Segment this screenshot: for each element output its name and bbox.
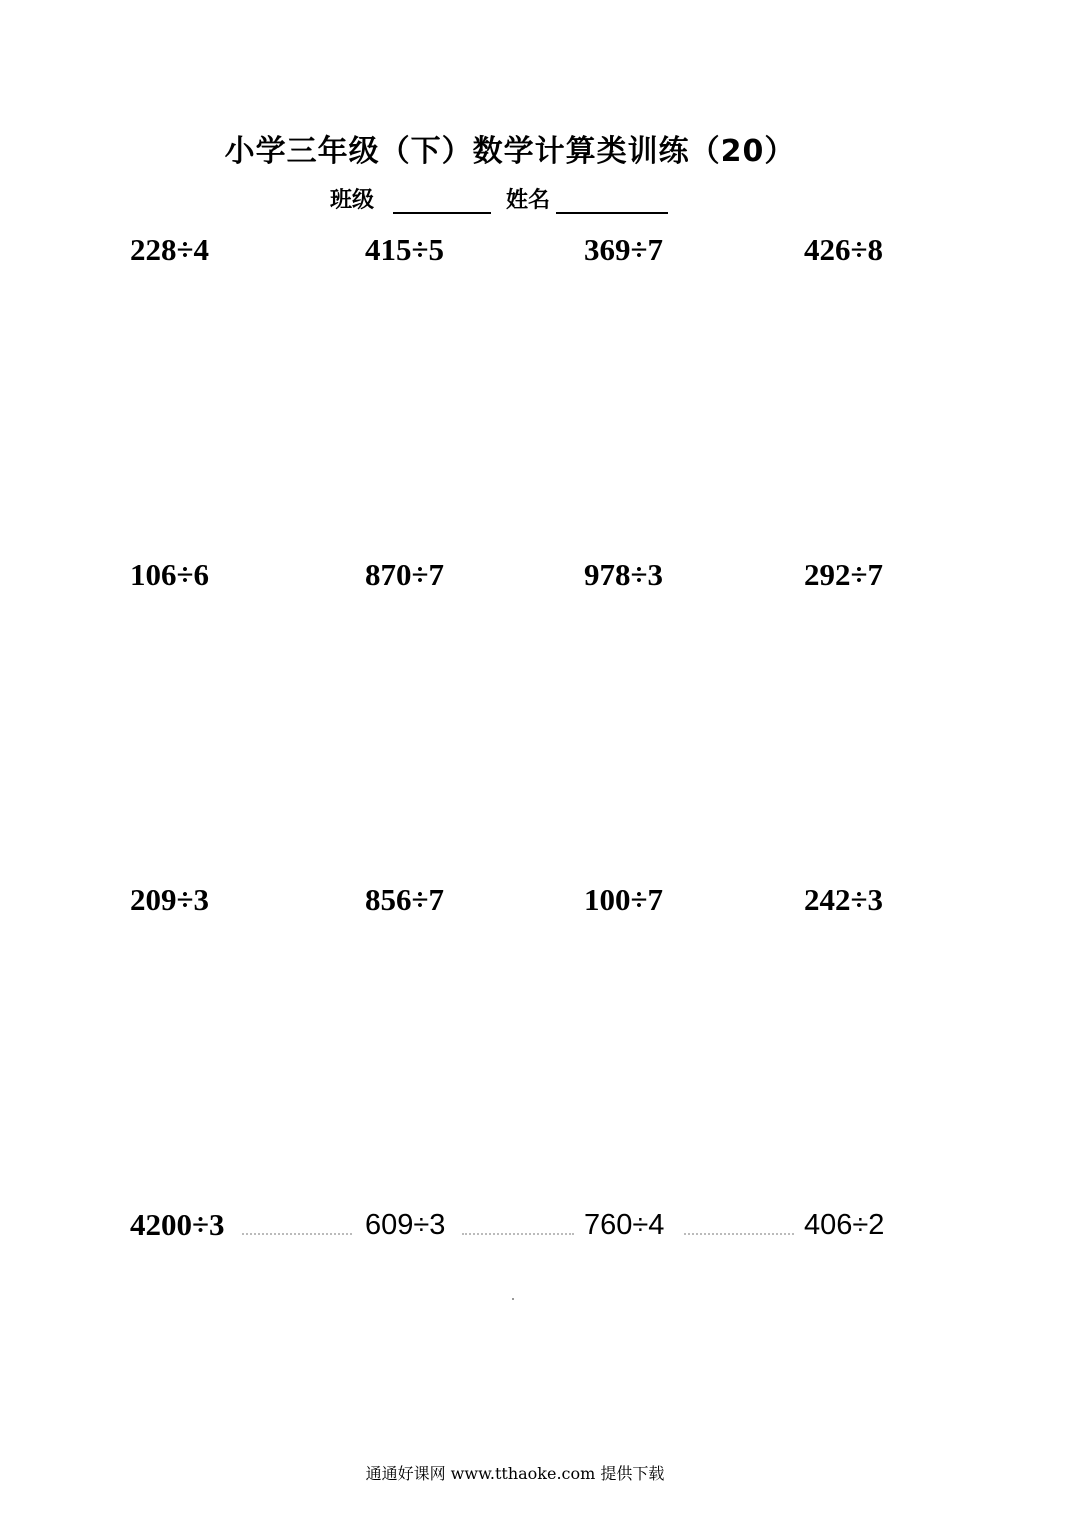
problem-2-1: 106÷6	[130, 557, 210, 592]
problem-3-1: 209÷3	[130, 882, 210, 917]
problem-4-4: 406÷2	[804, 1209, 885, 1241]
problem-2-2: 870÷7	[365, 557, 445, 592]
problem-1-2: 415÷5	[365, 232, 445, 267]
problem-4-3: 760÷4	[584, 1209, 665, 1241]
problem-1-3: 369÷7	[584, 232, 664, 267]
class-blank-field[interactable]	[393, 212, 491, 214]
problem-3-2: 856÷7	[365, 882, 445, 917]
problem-3-4: 242÷3	[804, 882, 884, 917]
problem-1-4: 426÷8	[804, 232, 884, 267]
dotted-divider	[462, 1233, 574, 1235]
problem-4-1: 4200÷3	[130, 1207, 225, 1242]
problem-1-1: 228÷4	[130, 232, 210, 267]
dotted-divider	[242, 1233, 352, 1235]
scan-speck	[512, 1298, 514, 1300]
worksheet-title: 小学三年级（下）数学计算类训练（20）	[224, 134, 796, 169]
name-blank-field[interactable]	[556, 212, 668, 214]
problem-2-4: 292÷7	[804, 557, 884, 592]
student-info	[0, 186, 1000, 216]
problem-4-2: 609÷3	[365, 1209, 446, 1241]
dotted-divider	[684, 1233, 794, 1235]
problem-2-3: 978÷3	[584, 557, 664, 592]
name-label: 姓名	[506, 188, 551, 213]
problem-3-3: 100÷7	[584, 882, 664, 917]
footer-source-note: 通通好课网 www.tthaoke.com 提供下载	[365, 1464, 665, 1483]
class-label: 班级	[330, 188, 375, 213]
